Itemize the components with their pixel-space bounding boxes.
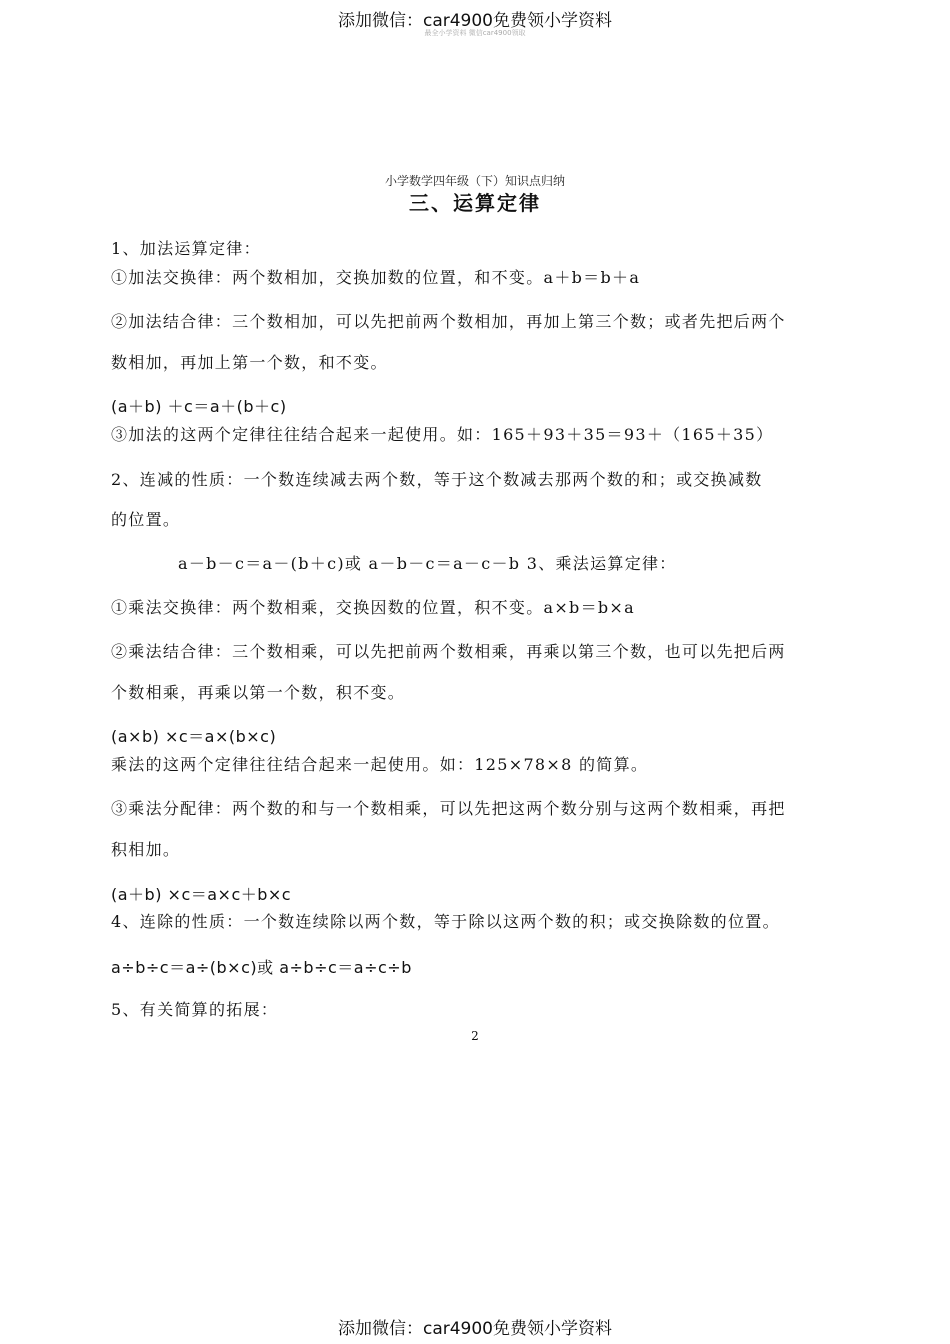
section-consecutive-division: 4、连除的性质：一个数连续除以两个数，等于除以这两个数的积；或交换除数的位置。: [111, 912, 780, 931]
multiplication-associative-formula: (a×b) ×c＝a×(b×c): [111, 727, 277, 746]
multiplication-distributive-law-cont: 积相加。: [111, 840, 181, 859]
distributive-formula: (a＋b) ×c＝a×c＋b×c: [111, 885, 292, 904]
page-number: 2: [471, 1029, 479, 1043]
section-addition-heading: 1、加法运算定律：: [111, 239, 261, 258]
multiplication-commutative-law: ①乘法交换律：两个数相乘，交换因数的位置，积不变。a×b＝b×a: [111, 598, 635, 617]
section-simplification-extension: 5、有关简算的拓展：: [111, 1000, 279, 1019]
multiplication-associative-law: ②乘法结合律：三个数相乘，可以先把前两个数相乘，再乘以第三个数，也可以先把后两: [111, 642, 786, 661]
addition-associative-formula: (a＋b) ＋c＝a＋(b＋c): [111, 397, 287, 416]
multiplication-associative-law-cont: 个数相乘，再乘以第一个数，积不变。: [111, 683, 406, 702]
subtraction-formula-and-multiplication-heading: a－b－c＝a－(b＋c)或 a－b－c＝a－c－b 3、乘法运算定律：: [178, 554, 677, 573]
top-sub-watermark: 最全小学资料 微信car4900领取: [424, 29, 526, 37]
multiplication-distributive-law: ③乘法分配律：两个数的和与一个数相乘，可以先把这两个数分别与这两个数相乘，再把: [111, 799, 786, 818]
division-formula: a÷b÷c＝a÷(b×c)或 a÷b÷c＝a÷c÷b: [111, 958, 412, 977]
multiplication-combined-usage: 乘法的这两个定律往往结合起来一起使用。如：125×78×8 的简算。: [111, 755, 649, 774]
consecutive-subtraction-cont: 的位置。: [111, 510, 181, 529]
top-watermark: 添加微信：car4900免费领小学资料: [337, 11, 613, 31]
addition-combined-usage: ③加法的这两个定律往往结合起来一起使用。如：165＋93＋35＝93＋（165＋35）: [111, 425, 774, 444]
addition-associative-law: ②加法结合律：三个数相加，可以先把前两个数相加，再加上第三个数；或者先把后两个: [111, 312, 786, 331]
addition-associative-law-cont: 数相加，再加上第一个数，和不变。: [111, 353, 388, 372]
bottom-watermark: 添加微信：car4900免费领小学资料: [337, 1319, 613, 1339]
section-consecutive-subtraction: 2、连减的性质：一个数连续减去两个数，等于这个数减去那两个数的和；或交换减数: [111, 470, 763, 489]
document-subtitle: 小学数学四年级（下）知识点归纳: [384, 174, 565, 188]
addition-commutative-law: ①加法交换律：两个数相加，交换加数的位置，和不变。a＋b＝b＋a: [111, 268, 641, 287]
page-title: 三、运算定律: [409, 191, 541, 215]
